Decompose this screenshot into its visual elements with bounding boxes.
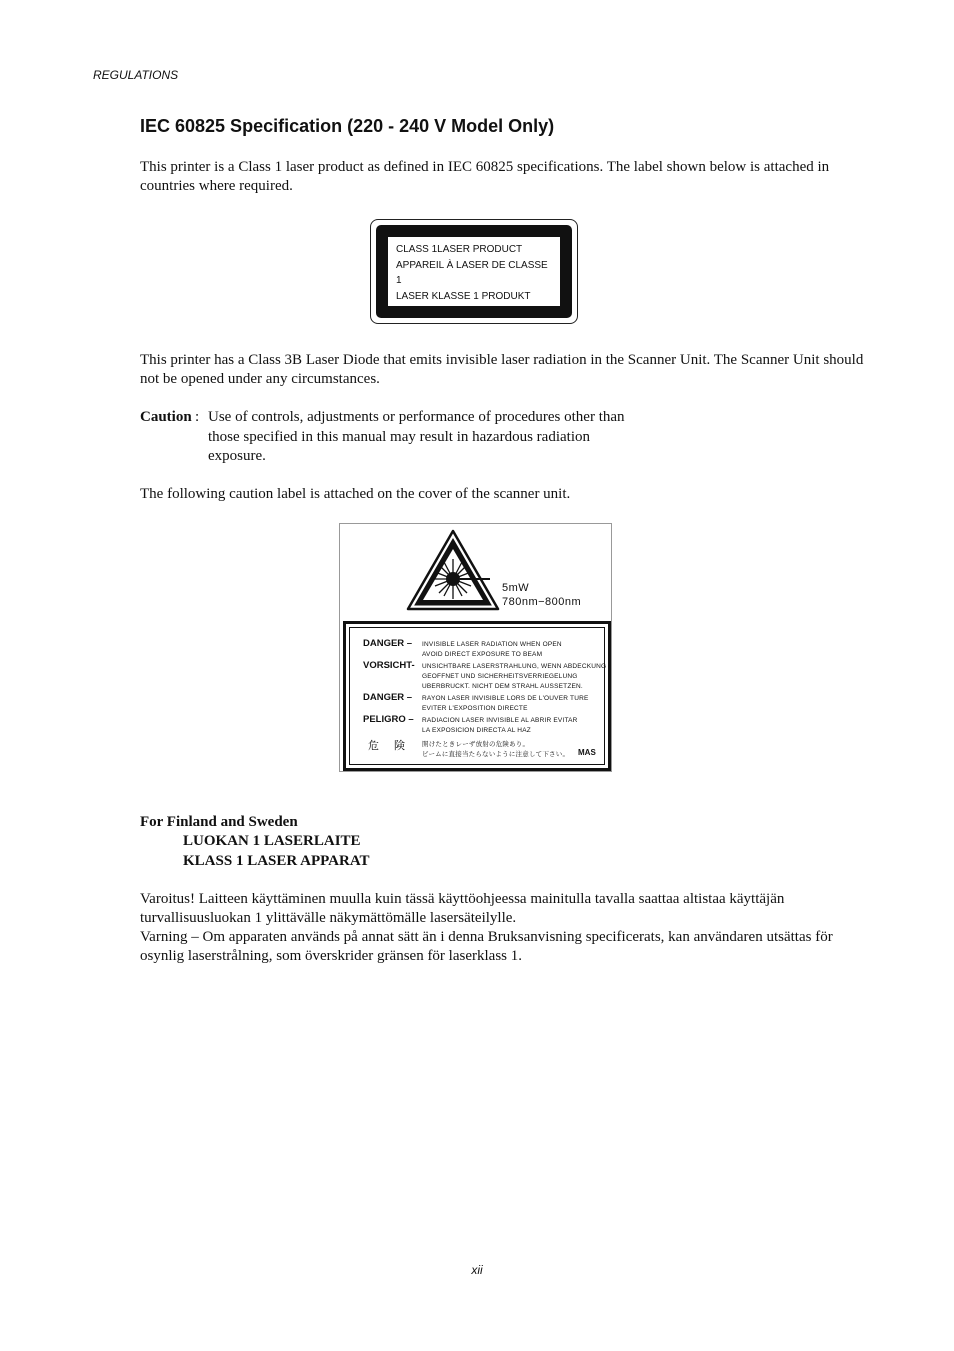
warning-head: PELIGRO – — [363, 714, 414, 725]
swedish-warning: Varning – Om apparaten används på annat sätt än i denna Bruksanvisning specificerats, kan användaren utsättas för osynlig laserstrålning, som överskrider gränsen för laserklass 1. — [140, 929, 833, 964]
class1-label-line: APPAREIL À LASER DE CLASSE 1 — [396, 259, 548, 286]
warning-line: RADIACION LASER INVISIBLE AL ABRIR EVITAR — [422, 717, 578, 724]
warning-box — [343, 621, 611, 771]
japanese-warning-head: 危 険 — [368, 740, 412, 752]
page-number: xii — [471, 1263, 483, 1277]
laser-diode-paragraph: This printer has a Class 3B Laser Diode that emits invisible laser radiation in the Scanner Unit. The Scanner Unit should not be opened under any circumstances. — [140, 352, 864, 387]
intro-paragraph: This printer is a Class 1 laser product as defined in IEC 60825 specifications. The label shown below is attached in countries where required. — [140, 159, 830, 194]
warning-line: INVISIBLE LASER RADIATION WHEN OPEN — [422, 641, 562, 648]
caution-line: Use of controls, adjustments or performance of procedures other than — [208, 409, 625, 425]
swedish-class-label: KLASS 1 LASER APPARAT — [183, 853, 370, 869]
caution-line: those specified in this manual may result in hazardous radiation — [208, 428, 590, 445]
class1-label-line: LASER KLASSE 1 PRODUKT — [396, 290, 531, 302]
laser-warning-triangle-icon — [404, 527, 502, 615]
japanese-warning-line: 開けたときレーザ放射の危険あり。 — [422, 741, 530, 748]
caution-text — [208, 408, 668, 467]
section-title: IEC 60825 Specification (220 - 240 V Model Only) — [140, 116, 555, 136]
warning-line: GEOFFNET UND SICHERHEITSVERRIEGELUNG — [422, 673, 578, 680]
label-mark: MAS — [578, 748, 596, 757]
class1-laser-label — [370, 219, 578, 324]
warning-line: UBERBRUCKT. NICHT DEM STRAHL AUSSETZEN. — [422, 683, 583, 690]
warning-head: DANGER – — [363, 692, 413, 703]
warning-line: RAYON LASER INVISIBLE LORS DE L'OUVER TURE — [422, 695, 589, 702]
caution-line: exposure. — [208, 448, 266, 464]
finnish-class-label: LUOKAN 1 LASERLAITE — [183, 833, 361, 849]
warning-line: EVITER L'EXPOSITION DIRECTE — [422, 705, 528, 712]
warning-head: DANGER – — [363, 638, 413, 649]
running-head: REGULATIONS — [93, 68, 179, 82]
japanese-warning-line: ビームに直接当たらないように注意して下さい。 — [422, 751, 570, 758]
caution-colon: : — [195, 409, 200, 425]
class1-label-line: CLASS 1LASER PRODUCT — [396, 244, 523, 255]
caution-term: Caution — [140, 409, 192, 425]
warning-line: LA EXPOSICION DIRECTA AL HAZ — [422, 727, 531, 734]
warning-line: UNSICHTBARE LASERSTRAHLUNG, WENN ABDECKUNG — [422, 663, 607, 670]
warning-head: VORSICHT- — [363, 660, 415, 671]
finland-sweden-heading: For Finland and Sweden — [140, 814, 298, 830]
laser-wavelength: 780nm−800nm — [502, 596, 582, 608]
finnish-warning: Varoitus! Laitteen käyttäminen muulla kuin tässä käyttöohjeessa mainitulla tavalla saattaa altistaa käyttäjän turvallisuusluokan 1 ylittävälle näkymättömälle lasersäteilylle. — [140, 891, 785, 926]
warning-line: AVOID DIRECT EXPOSURE TO BEAM — [422, 651, 543, 658]
caution-label-intro: The following caution label is attached on the cover of the scanner unit. — [140, 486, 571, 502]
scanner-caution-label — [339, 523, 612, 772]
laser-power: 5mW — [502, 582, 530, 594]
